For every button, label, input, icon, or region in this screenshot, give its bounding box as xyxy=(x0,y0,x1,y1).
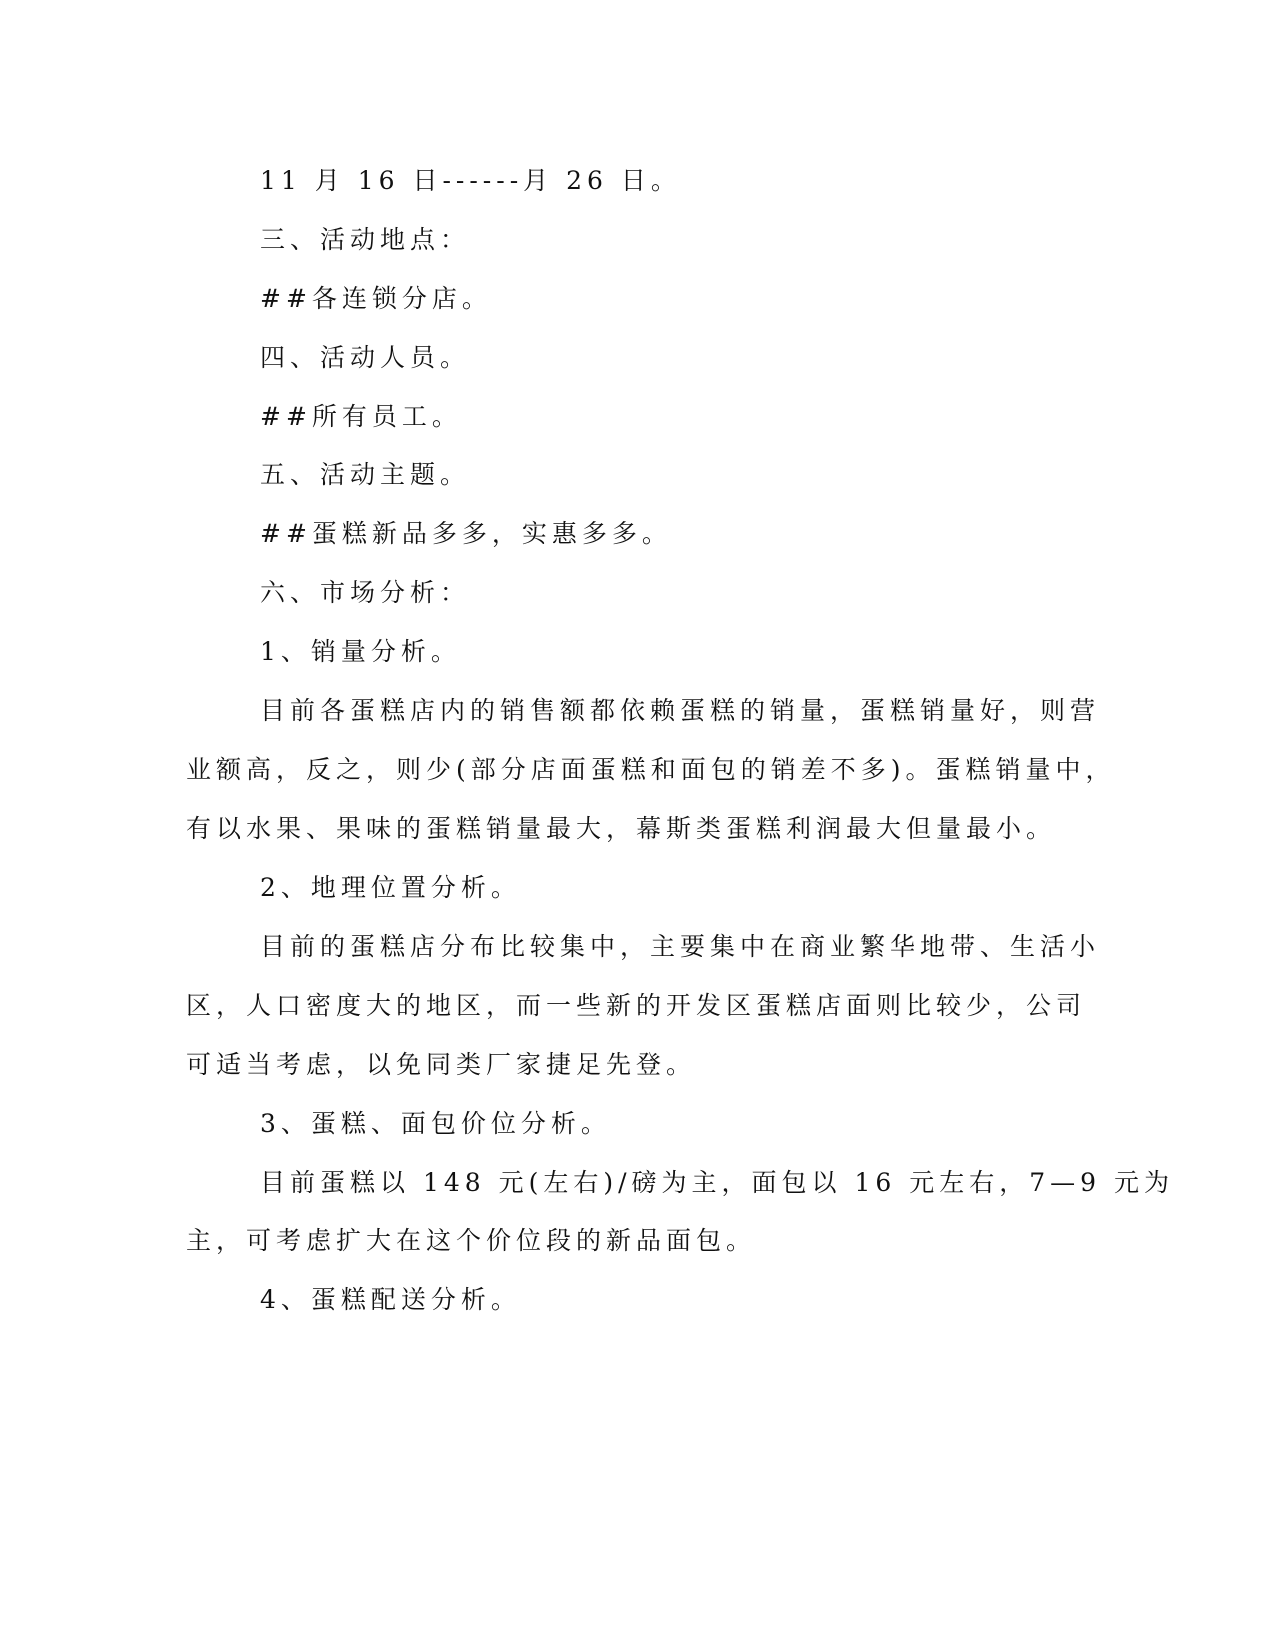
paragraph-location-line-2: 区，人口密度大的地区，而一些新的开发区蛋糕店面则比较少，公司 xyxy=(186,991,1087,1020)
date-range-line: 11 月 16 日------月 26 日。 xyxy=(260,166,681,195)
paragraph-location-line-1: 目前的蛋糕店分布比较集中，主要集中在商业繁华地带、生活小 xyxy=(260,932,1101,961)
paragraph-sales-line-3: 有以水果、果味的蛋糕销量最大，幕斯类蛋糕利润最大但量最小。 xyxy=(186,814,1057,843)
staff-text: ##所有员工。 xyxy=(260,402,462,431)
section-heading-staff: 四、活动人员。 xyxy=(260,343,471,372)
paragraph-sales-line-1: 目前各蛋糕店内的销售额都依赖蛋糕的销量，蛋糕销量好，则营 xyxy=(260,696,1101,725)
section-heading-market-analysis: 六、市场分析： xyxy=(260,578,471,607)
paragraph-location-line-3: 可适当考虑，以免同类厂家捷足先登。 xyxy=(186,1050,697,1079)
location-text: ##各连锁分店。 xyxy=(260,284,492,313)
section-heading-location: 三、活动地点： xyxy=(260,225,471,254)
section-heading-theme: 五、活动主题。 xyxy=(260,460,471,489)
paragraph-price-line-1: 目前蛋糕以 148 元(左右)/磅为主，面包以 16 元左右，7—9 元为 xyxy=(260,1168,1175,1197)
subheading-location-analysis: 2、地理位置分析。 xyxy=(260,873,521,902)
theme-text: ##蛋糕新品多多，实惠多多。 xyxy=(260,519,672,548)
paragraph-price-line-2: 主，可考虑扩大在这个价位段的新品面包。 xyxy=(186,1226,757,1255)
subheading-delivery-analysis: 4、蛋糕配送分析。 xyxy=(260,1285,521,1314)
paragraph-sales-line-2: 业额高，反之，则少(部分店面蛋糕和面包的销差不多)。蛋糕销量中， xyxy=(186,755,1116,784)
subheading-price-analysis: 3、蛋糕、面包价位分析。 xyxy=(260,1109,611,1138)
subheading-sales-analysis: 1、销量分析。 xyxy=(260,637,461,666)
